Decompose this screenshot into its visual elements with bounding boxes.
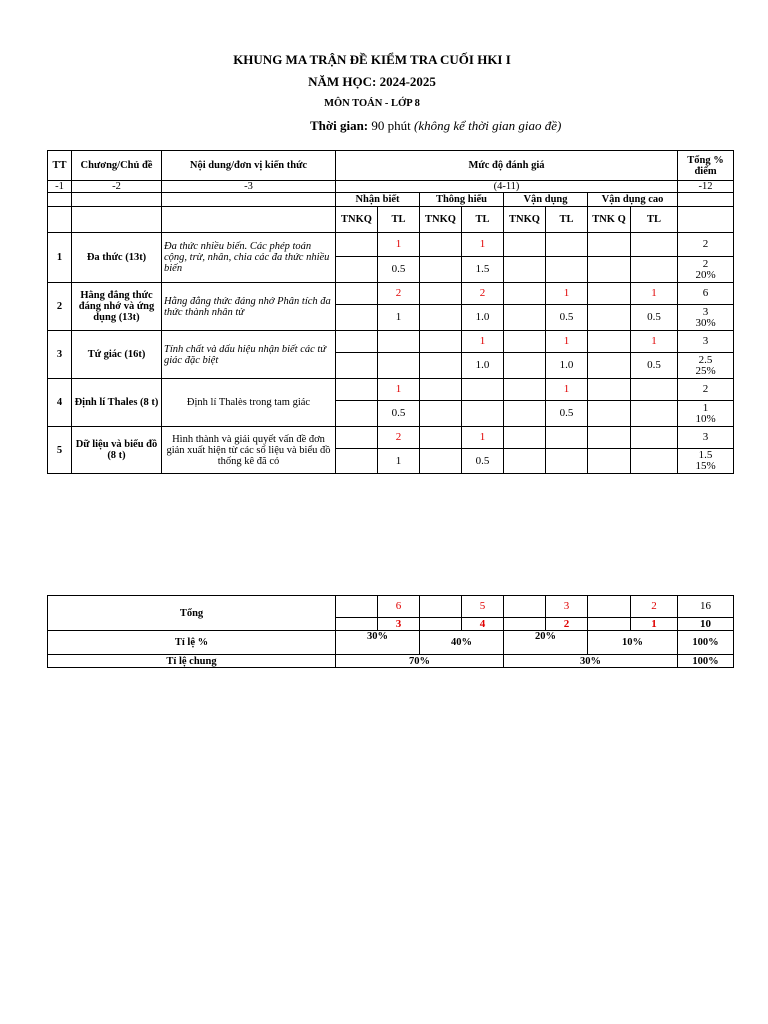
total-score: 4 [462,618,504,631]
common-ratio-row [48,655,734,668]
total-count: 5 [462,596,504,618]
col-tt: TT [48,151,72,181]
num-total: -12 [678,181,734,193]
table-row [48,283,734,305]
level-row [48,193,734,207]
common-total: 100% [678,655,734,668]
ratio-van-dung: 20% [504,631,588,655]
row-total-score: 1 10% [678,401,734,427]
common-ratio-2: 30% [504,655,678,668]
cell-count: 1 [378,379,420,401]
subject-line: MÔN TOÁN - LỚP 8 [324,98,420,109]
cell-count: 1 [462,331,504,353]
row-chapter: Hằng đẳng thức đáng nhớ và ứng dụng (13t) [72,283,162,331]
cell-score: 0.5 [378,257,420,283]
matrix-table [47,150,734,474]
cell-count: 1 [378,233,420,257]
sub-tl: TL [546,207,588,233]
sub-tnkq: TNKQ [504,207,546,233]
col-level: Mức độ đánh giá [336,151,678,181]
cell-score: 0.5 [462,449,504,474]
row-total-count: 3 [678,427,734,449]
cell-count: 1 [546,283,588,305]
header-row [48,151,734,181]
row-content: Hằng đẳng thức đáng nhớ Phân tích đa thức thành nhân tử [162,283,336,331]
cell-score: 1.0 [546,353,588,379]
cell-score: 0.5 [546,401,588,427]
total-count-sum: 16 [678,596,734,618]
cell-score: 1 [378,449,420,474]
total-count: 2 [631,596,678,618]
sub-tl: TL [378,207,420,233]
col-content: Nội dung/đơn vị kiến thức [162,151,336,181]
ratio-row [48,631,734,655]
level-thong-hieu: Thông hiểu [420,193,504,207]
ratio-label: Tỉ lệ % [48,631,336,655]
row-tt: 2 [48,283,72,331]
num-tt: -1 [48,181,72,193]
table-row [48,331,734,353]
cell-count: 1 [546,379,588,401]
common-ratio-1: 70% [336,655,504,668]
document-title: KHUNG MA TRẬN ĐỀ KIỂM TRA CUỐI HKI I [233,52,511,67]
ratio-thong-hieu: 40% [420,631,504,655]
total-count: 3 [546,596,588,618]
cell-count: 1 [462,427,504,449]
cell-count: 1 [631,331,678,353]
cell-score: 1.0 [462,353,504,379]
row-chapter: Dữ liệu và biểu đồ (8 t) [72,427,162,474]
row-total-score: 3 30% [678,305,734,331]
cell-count: 2 [462,283,504,305]
cell-score: 0.5 [378,401,420,427]
num-level: (4-11) [336,181,678,193]
row-total-count: 2 [678,233,734,257]
row-tt: 1 [48,233,72,283]
cell-score: 1 [378,305,420,331]
row-total-score: 2 20% [678,257,734,283]
row-tt: 3 [48,331,72,379]
ratio-nhan-biet: 30% [336,631,420,655]
cell-count: 2 [378,427,420,449]
total-score: 2 [546,618,588,631]
time-line [310,118,561,134]
row-total-count: 3 [678,331,734,353]
cell-count: 1 [462,233,504,257]
table-row [48,379,734,401]
sub-tl: TL [462,207,504,233]
time-value: 90 phút [368,118,415,133]
row-content: Hình thành và giải quyết vấn đề đơn giản xuất hiện từ các số liệu và biểu đồ thống kê đã có [162,427,336,474]
time-label: Thời gian: [310,118,369,133]
level-nhan-biet: Nhận biết [336,193,420,207]
row-chapter: Đa thức (13t) [72,233,162,283]
summary-table [47,595,734,668]
row-content: Đa thức nhiều biến. Các phép toán cộng, trừ, nhân, chia các đa thức nhiều biến [162,233,336,283]
total-score: 1 [631,618,678,631]
cell-count: 1 [631,283,678,305]
cell-score: 0.5 [546,305,588,331]
row-content: Định lí Thalès trong tam giác [162,379,336,427]
total-count: 6 [378,596,420,618]
level-van-dung: Vận dụng [504,193,588,207]
cell-count: 2 [378,283,420,305]
row-total-count: 6 [678,283,734,305]
row-content: Tính chất và dấu hiệu nhận biết các tứ giác đặc biệt [162,331,336,379]
row-tt: 5 [48,427,72,474]
number-row [48,181,734,193]
level-van-dung-cao: Vận dụng cao [588,193,678,207]
row-total-score: 2.5 25% [678,353,734,379]
school-year: NĂM HỌC: 2024-2025 [308,74,436,89]
cell-count: 1 [546,331,588,353]
time-note: (không kể thời gian giao đề) [414,118,562,133]
num-chapter: -2 [72,181,162,193]
sub-tnkq: TNKQ [420,207,462,233]
table-row [48,427,734,449]
row-total-count: 2 [678,379,734,401]
ratio-van-dung-cao: 10% [588,631,678,655]
row-tt: 4 [48,379,72,427]
ratio-total: 100% [678,631,734,655]
common-label: Tỉ lệ chung [48,655,336,668]
total-score-sum: 10 [678,618,734,631]
sub-tnkq: TNKQ [336,207,378,233]
cell-score: 0.5 [631,305,678,331]
total-score: 3 [378,618,420,631]
num-content: -3 [162,181,336,193]
cell-score: 0.5 [631,353,678,379]
col-chapter: Chương/Chủ đề [72,151,162,181]
row-chapter: Tứ giác (16t) [72,331,162,379]
sub-tl: TL [631,207,678,233]
table-row [48,233,734,257]
cell-score: 1.5 [462,257,504,283]
cell-score: 1.0 [462,305,504,331]
col-total: Tổng % điểm [678,151,734,181]
sub-header-row [48,207,734,233]
total-question-row [48,596,734,618]
sub-tnkq: TNK Q [588,207,631,233]
total-label: Tổng [48,596,336,631]
row-chapter: Định lí Thales (8 t) [72,379,162,427]
row-total-score: 1.5 15% [678,449,734,474]
